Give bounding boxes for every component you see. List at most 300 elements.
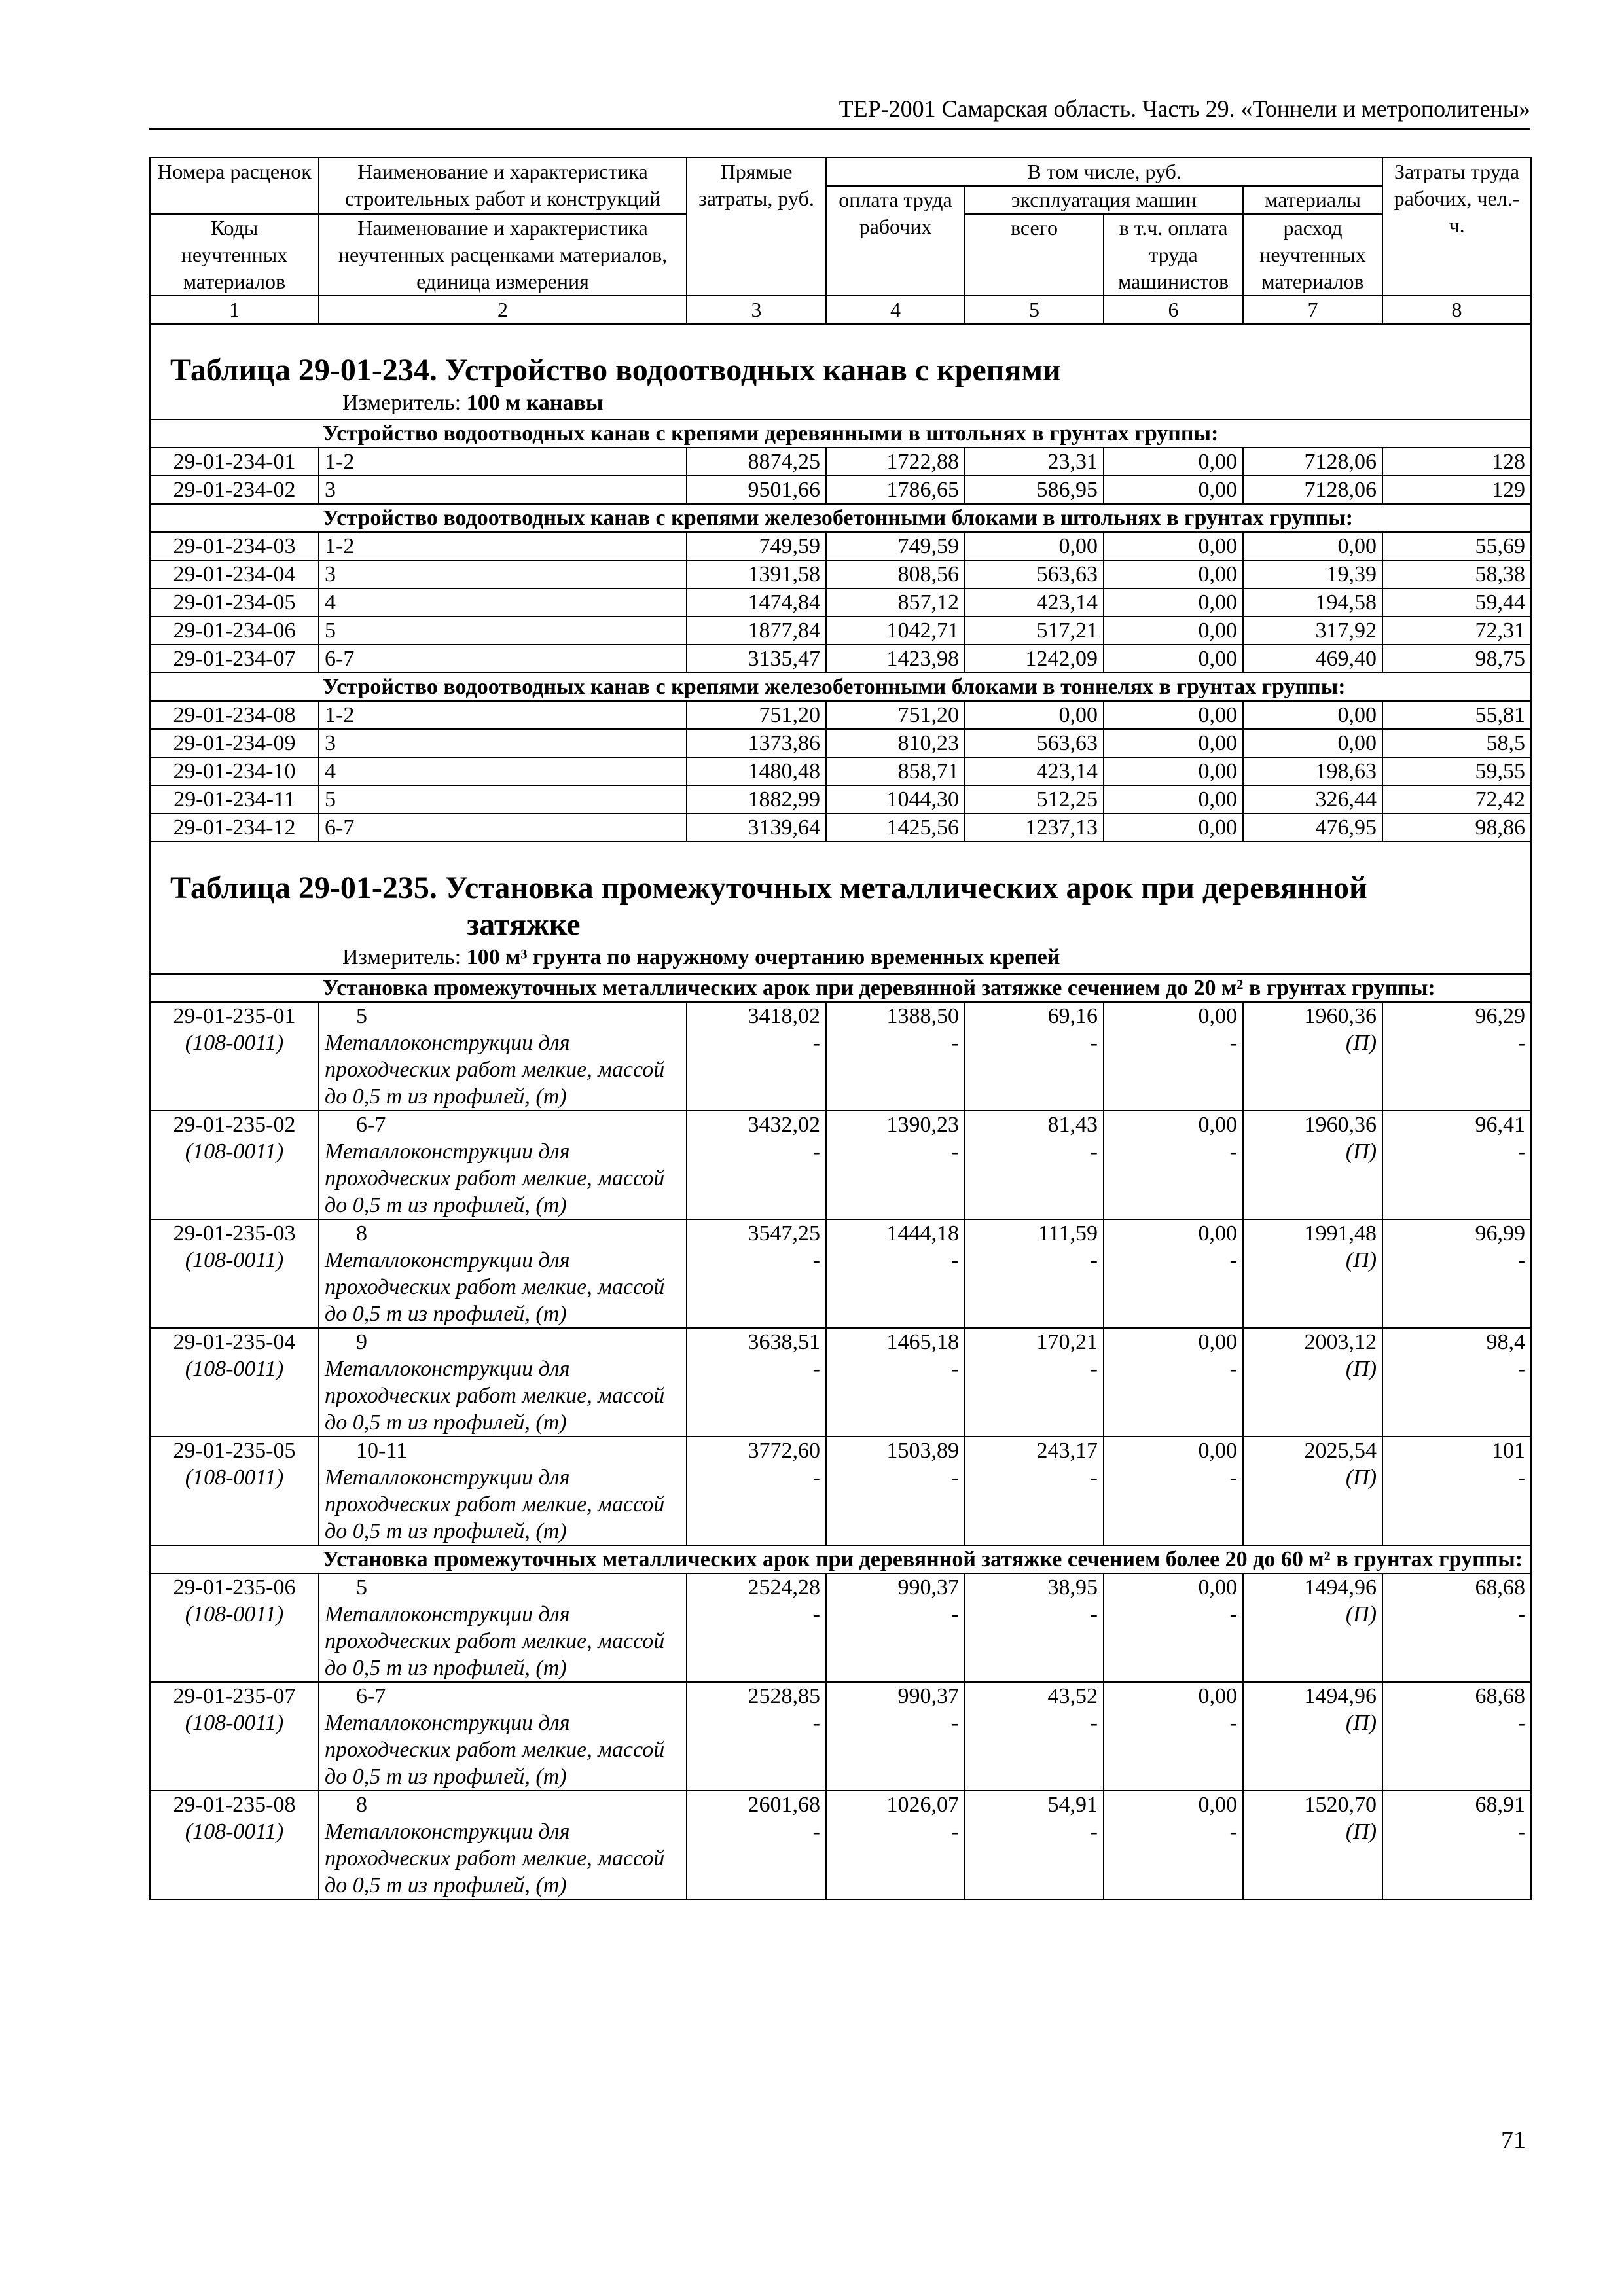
soil-group: 6-7 — [319, 814, 687, 842]
value-cell: 0,00 — [1104, 588, 1243, 617]
material-name: Металлоконструкции для проходческих работ мелкие, массой до 0,5 т из профилей, (т) — [325, 1139, 665, 1217]
rate-code-cell — [150, 1573, 319, 1682]
value-cell: 59,44 — [1382, 588, 1531, 617]
material-code: (108-0011) — [185, 1602, 284, 1626]
rate-code: 29-01-234-01 — [150, 448, 319, 476]
rate-code: 29-01-234-04 — [150, 560, 319, 588]
value: 3547,25 — [748, 1221, 820, 1246]
dash-mark: - — [812, 1248, 820, 1272]
value: 1503,89 — [886, 1439, 959, 1463]
value-cell: 59,55 — [1382, 757, 1531, 785]
material-name: Металлоконструкции для проходческих работ мелкие, массой до 0,5 т из профилей, (т) — [325, 1357, 665, 1435]
soil-group: 5 — [356, 1575, 367, 1600]
value: 0,00 — [1198, 1793, 1237, 1817]
value: 2025,54 — [1304, 1439, 1377, 1463]
material-rate-mark: (П) — [1345, 1711, 1377, 1735]
value-cell — [1243, 1437, 1382, 1545]
col-worker-wages-header: оплата труда рабочих — [826, 186, 965, 296]
table-row — [150, 785, 1531, 814]
value-cell: 1237,13 — [965, 814, 1104, 842]
material-name: Металлоконструкции для проходческих работ мелкие, массой до 0,5 т из профилей, (т) — [325, 1248, 665, 1326]
value-cell — [1382, 1002, 1531, 1111]
dash-mark: - — [1090, 1711, 1098, 1735]
value-cell: 476,95 — [1243, 814, 1382, 842]
value-cell: 55,81 — [1382, 701, 1531, 729]
value-cell — [1382, 1219, 1531, 1328]
dash-mark: - — [951, 1465, 959, 1490]
value-cell: 1044,30 — [826, 785, 965, 814]
dash-mark: - — [1229, 1602, 1237, 1626]
value-cell: 0,00 — [1104, 617, 1243, 645]
table-235-title-cell — [150, 842, 1531, 974]
dash-mark: - — [951, 1357, 959, 1381]
value-cell: 857,12 — [826, 588, 965, 617]
value: 68,91 — [1475, 1793, 1526, 1817]
group-header: Устройство водоотводных канав с крепями деревянными в штольнях в грунтах группы: — [319, 420, 1531, 448]
table-row — [150, 1219, 1531, 1328]
material-code: (108-0011) — [185, 1139, 284, 1164]
value-cell: 858,71 — [826, 757, 965, 785]
value-cell — [965, 1682, 1104, 1791]
group-header-row — [150, 420, 1531, 448]
value-cell: 512,25 — [965, 785, 1104, 814]
material-rate-mark: (П) — [1345, 1602, 1377, 1626]
soil-group: 8 — [356, 1221, 367, 1246]
dash-mark: - — [812, 1139, 820, 1164]
value-cell — [1104, 1682, 1243, 1791]
value-cell: 72,42 — [1382, 785, 1531, 814]
soil-group: 5 — [356, 1004, 367, 1028]
value-cell: 751,20 — [687, 701, 826, 729]
value-cell — [1104, 1328, 1243, 1437]
value: 0,00 — [1198, 1575, 1237, 1600]
material-rate-mark: (П) — [1345, 1139, 1377, 1164]
rate-code-cell — [150, 1682, 319, 1791]
dash-mark: - — [1090, 1139, 1098, 1164]
value: 54,91 — [1047, 1793, 1098, 1817]
work-cell — [319, 1002, 687, 1111]
rate-code: 29-01-234-03 — [150, 532, 319, 560]
value-cell: 317,92 — [1243, 617, 1382, 645]
material-rate-mark: (П) — [1345, 1031, 1377, 1055]
value: 1960,36 — [1304, 1004, 1377, 1028]
value: 96,99 — [1475, 1221, 1526, 1246]
work-cell — [319, 1437, 687, 1545]
value: 1991,48 — [1304, 1221, 1377, 1246]
soil-group: 6-7 — [356, 1113, 386, 1137]
value-cell — [826, 1573, 965, 1682]
group-header-spacer — [150, 673, 319, 701]
value: 3432,02 — [748, 1113, 820, 1137]
work-cell — [319, 1573, 687, 1682]
table-row — [150, 617, 1531, 645]
col-material-names-header: Наименование и характеристика неучтенных расценками материалов, единица измерения — [319, 214, 687, 296]
value: 3638,51 — [748, 1330, 820, 1354]
group-header-row — [150, 673, 1531, 701]
value: 96,29 — [1475, 1004, 1526, 1028]
rate-code: 29-01-235-03 — [173, 1221, 296, 1246]
dash-mark: - — [1517, 1820, 1526, 1844]
dash-mark: - — [1229, 1357, 1237, 1381]
material-rate-mark: (П) — [1345, 1820, 1377, 1844]
value: 1520,70 — [1304, 1793, 1377, 1817]
value: 0,00 — [1198, 1439, 1237, 1463]
table-row — [150, 1111, 1531, 1219]
dash-mark: - — [1090, 1820, 1098, 1844]
value-cell: 469,40 — [1243, 645, 1382, 673]
soil-group: 6-7 — [319, 645, 687, 673]
value: 0,00 — [1198, 1684, 1237, 1708]
dash-mark: - — [1229, 1248, 1237, 1272]
value: 69,16 — [1047, 1004, 1098, 1028]
soil-group: 1-2 — [319, 532, 687, 560]
table-row — [150, 532, 1531, 560]
dash-mark: - — [1229, 1711, 1237, 1735]
material-code: (108-0011) — [185, 1248, 284, 1272]
column-numbers-row — [150, 296, 1531, 324]
soil-group: 3 — [319, 560, 687, 588]
value-cell — [826, 1002, 965, 1111]
dash-mark: - — [1090, 1602, 1098, 1626]
value-cell: 0,00 — [1243, 701, 1382, 729]
dash-mark: - — [1517, 1357, 1526, 1381]
value: 3418,02 — [748, 1004, 820, 1028]
value-cell: 1480,48 — [687, 757, 826, 785]
table-row — [150, 1002, 1531, 1111]
value-cell — [826, 1682, 965, 1791]
col-number: 5 — [965, 296, 1104, 324]
table-row — [150, 1791, 1531, 1899]
material-rate-mark: (П) — [1345, 1357, 1377, 1381]
work-cell — [319, 1791, 687, 1899]
col-materials-header: материалы — [1243, 186, 1382, 214]
table-234-title — [156, 325, 1525, 389]
value: 98,4 — [1486, 1330, 1526, 1354]
value-cell — [1382, 1111, 1531, 1219]
value-cell: 810,23 — [826, 729, 965, 757]
value-cell — [965, 1437, 1104, 1545]
material-name: Металлоконструкции для проходческих работ мелкие, массой до 0,5 т из профилей, (т) — [325, 1711, 665, 1789]
table-234-title-cell — [150, 324, 1531, 420]
value-cell: 0,00 — [1243, 729, 1382, 757]
table-row — [150, 560, 1531, 588]
value-cell — [1104, 1111, 1243, 1219]
group-header-spacer — [150, 1545, 319, 1573]
value-cell — [1243, 1219, 1382, 1328]
value: 990,37 — [897, 1575, 959, 1600]
col-number: 6 — [1104, 296, 1243, 324]
value: 111,59 — [1038, 1221, 1098, 1246]
table-title-line: Таблица 29-01-235. Установка промежуточных металлических арок при деревянной — [170, 870, 1367, 905]
material-code: (108-0011) — [185, 1465, 284, 1490]
dash-mark: - — [1517, 1139, 1526, 1164]
dash-mark: - — [812, 1711, 820, 1735]
value-cell — [965, 1328, 1104, 1437]
table-235-title-row — [150, 842, 1531, 974]
dash-mark: - — [812, 1357, 820, 1381]
value-cell — [965, 1573, 1104, 1682]
table-235-title-continued: затяжке — [467, 907, 581, 942]
col-machines-total-header: всего — [965, 214, 1104, 296]
material-rate-mark: (П) — [1345, 1248, 1377, 1272]
rate-code: 29-01-234-05 — [150, 588, 319, 617]
value-cell — [687, 1573, 826, 1682]
value-cell — [687, 1111, 826, 1219]
dash-mark: - — [1517, 1465, 1526, 1490]
value-cell: 128 — [1382, 448, 1531, 476]
value-cell: 749,59 — [826, 532, 965, 560]
rate-code: 29-01-234-10 — [150, 757, 319, 785]
value: 0,00 — [1198, 1113, 1237, 1137]
table-row — [150, 645, 1531, 673]
dash-mark: - — [1229, 1139, 1237, 1164]
table-234-title-row — [150, 324, 1531, 420]
rate-code: 29-01-234-02 — [150, 476, 319, 504]
value-cell: 1882,99 — [687, 785, 826, 814]
dash-mark: - — [1090, 1357, 1098, 1381]
soil-group: 4 — [319, 757, 687, 785]
rate-code: 29-01-234-07 — [150, 645, 319, 673]
value-cell — [1382, 1437, 1531, 1545]
value: 2524,28 — [748, 1575, 820, 1600]
soil-group: 1-2 — [319, 448, 687, 476]
dash-mark: - — [1517, 1248, 1526, 1272]
value-cell: 326,44 — [1243, 785, 1382, 814]
col-machines-header: эксплуатация машин — [965, 186, 1243, 214]
group-header-row — [150, 1545, 1531, 1573]
value-cell: 98,75 — [1382, 645, 1531, 673]
soil-group: 8 — [356, 1793, 367, 1817]
value-cell: 1722,88 — [826, 448, 965, 476]
value-cell: 1373,86 — [687, 729, 826, 757]
soil-group: 4 — [319, 588, 687, 617]
value-cell — [1104, 1791, 1243, 1899]
measure-value: 100 м³ грунта по наружному очертанию временных крепей — [466, 945, 1060, 969]
value-cell: 808,56 — [826, 560, 965, 588]
value: 1388,50 — [886, 1004, 959, 1028]
value-cell — [965, 1111, 1104, 1219]
table-row — [150, 1573, 1531, 1682]
value-cell — [687, 1437, 826, 1545]
value-cell: 586,95 — [965, 476, 1104, 504]
value-cell — [965, 1791, 1104, 1899]
work-cell — [319, 1328, 687, 1437]
value-cell: 563,63 — [965, 729, 1104, 757]
value: 990,37 — [897, 1684, 959, 1708]
col-number: 2 — [319, 296, 687, 324]
dash-mark: - — [812, 1602, 820, 1626]
value-cell — [1104, 1437, 1243, 1545]
work-cell — [319, 1682, 687, 1791]
value-cell: 58,5 — [1382, 729, 1531, 757]
value-cell — [1243, 1791, 1382, 1899]
soil-group: 5 — [319, 785, 687, 814]
value-cell: 0,00 — [965, 532, 1104, 560]
material-code: (108-0011) — [185, 1820, 284, 1844]
dash-mark: - — [1517, 1031, 1526, 1055]
value-cell: 0,00 — [965, 701, 1104, 729]
value-cell — [1382, 1791, 1531, 1899]
value-cell — [965, 1002, 1104, 1111]
group-header: Установка промежуточных металлических арок при деревянной затяжке сечением до 20 м² в грунтах группы: — [319, 974, 1531, 1002]
value-cell — [687, 1219, 826, 1328]
value-cell — [826, 1791, 965, 1899]
material-name: Металлоконструкции для проходческих работ мелкие, массой до 0,5 т из профилей, (т) — [325, 1031, 665, 1109]
value-cell — [687, 1682, 826, 1791]
material-code: (108-0011) — [185, 1031, 284, 1055]
dash-mark: - — [1517, 1602, 1526, 1626]
dash-mark: - — [951, 1031, 959, 1055]
rate-code-cell — [150, 1219, 319, 1328]
value-cell: 8874,25 — [687, 448, 826, 476]
table-row — [150, 1682, 1531, 1791]
material-name: Металлоконструкции для проходческих работ мелкие, массой до 0,5 т из профилей, (т) — [325, 1465, 665, 1543]
rate-code-cell — [150, 1111, 319, 1219]
value: 96,41 — [1475, 1113, 1526, 1137]
col-rate-number-header: Номера расценок — [150, 158, 319, 214]
value-cell: 55,69 — [1382, 532, 1531, 560]
rate-code-cell — [150, 1791, 319, 1899]
value-cell: 0,00 — [1104, 701, 1243, 729]
table-235-measure — [156, 943, 1525, 973]
value-cell — [965, 1219, 1104, 1328]
dash-mark: - — [951, 1820, 959, 1844]
value-cell: 1242,09 — [965, 645, 1104, 673]
value-cell: 0,00 — [1243, 532, 1382, 560]
value-cell: 194,58 — [1243, 588, 1382, 617]
group-header-row — [150, 974, 1531, 1002]
value-cell: 0,00 — [1104, 729, 1243, 757]
value-cell: 1877,84 — [687, 617, 826, 645]
rate-code-cell — [150, 1437, 319, 1545]
value-cell — [1243, 1573, 1382, 1682]
value: 1444,18 — [886, 1221, 959, 1246]
measure-label: Измеритель: — [342, 945, 461, 969]
dash-mark: - — [951, 1602, 959, 1626]
soil-group: 9 — [356, 1330, 367, 1354]
dash-mark: - — [812, 1820, 820, 1844]
value-cell — [1104, 1219, 1243, 1328]
value: 2528,85 — [748, 1684, 820, 1708]
value-cell — [1382, 1682, 1531, 1791]
dash-mark: - — [1090, 1248, 1098, 1272]
value-cell — [1243, 1002, 1382, 1111]
value-cell: 563,63 — [965, 560, 1104, 588]
value-cell: 0,00 — [1104, 532, 1243, 560]
rate-code-cell — [150, 1002, 319, 1111]
col-material-usage-header: расход неучтенных материалов — [1243, 214, 1382, 296]
value: 2003,12 — [1304, 1330, 1377, 1354]
work-cell — [319, 1219, 687, 1328]
value: 1494,96 — [1304, 1684, 1377, 1708]
col-number: 7 — [1243, 296, 1382, 324]
soil-group: 10-11 — [356, 1439, 408, 1463]
value-cell: 1391,58 — [687, 560, 826, 588]
header-row-1 — [150, 158, 1531, 186]
value-cell — [1243, 1682, 1382, 1791]
value-cell — [1104, 1573, 1243, 1682]
col-number: 1 — [150, 296, 319, 324]
value: 2601,68 — [748, 1793, 820, 1817]
col-labor-hours-header: Затраты труда рабочих, чел.-ч. — [1382, 158, 1531, 296]
value-cell: 1423,98 — [826, 645, 965, 673]
value: 81,43 — [1047, 1113, 1098, 1137]
value-cell: 423,14 — [965, 757, 1104, 785]
value-cell: 58,38 — [1382, 560, 1531, 588]
col-direct-costs-header: Прямые затраты, руб. — [687, 158, 826, 296]
dash-mark: - — [951, 1248, 959, 1272]
col-number: 4 — [826, 296, 965, 324]
rate-code: 29-01-234-11 — [150, 785, 319, 814]
col-number: 8 — [1382, 296, 1531, 324]
group-header-row — [150, 504, 1531, 532]
rate-code: 29-01-234-09 — [150, 729, 319, 757]
value-cell: 749,59 — [687, 532, 826, 560]
col-machinist-wages-header: в т.ч. оплата труда машинистов — [1104, 214, 1243, 296]
col-number: 3 — [687, 296, 826, 324]
value-cell — [826, 1437, 965, 1545]
table-row — [150, 701, 1531, 729]
rate-code: 29-01-235-07 — [173, 1684, 296, 1708]
rate-code: 29-01-234-08 — [150, 701, 319, 729]
value-cell: 1425,56 — [826, 814, 965, 842]
soil-group: 5 — [319, 617, 687, 645]
rate-code: 29-01-235-01 — [173, 1004, 296, 1028]
value: 1960,36 — [1304, 1113, 1377, 1137]
col-including-header: В том числе, руб. — [826, 158, 1382, 186]
dash-mark: - — [951, 1711, 959, 1735]
group-header: Устройство водоотводных канав с крепями железобетонными блоками в тоннелях в грунтах группы: — [319, 673, 1531, 701]
material-code: (108-0011) — [185, 1357, 284, 1381]
material-rate-mark: (П) — [1345, 1465, 1377, 1490]
table-row — [150, 729, 1531, 757]
table-row — [150, 588, 1531, 617]
value: 0,00 — [1198, 1221, 1237, 1246]
dash-mark: - — [1229, 1031, 1237, 1055]
dash-mark: - — [1229, 1820, 1237, 1844]
value-cell: 0,00 — [1104, 814, 1243, 842]
value-cell: 7128,06 — [1243, 448, 1382, 476]
value: 68,68 — [1475, 1575, 1526, 1600]
rate-code: 29-01-235-08 — [173, 1793, 296, 1817]
measure-label: Измеритель: — [342, 391, 461, 415]
value: 1026,07 — [886, 1793, 959, 1817]
rate-code: 29-01-235-02 — [173, 1113, 296, 1137]
table-row — [150, 757, 1531, 785]
group-header-spacer — [150, 420, 319, 448]
value-cell — [1382, 1328, 1531, 1437]
value-cell — [1382, 1573, 1531, 1682]
rate-code: 29-01-234-12 — [150, 814, 319, 842]
value-cell: 7128,06 — [1243, 476, 1382, 504]
rate-code: 29-01-235-04 — [173, 1330, 296, 1354]
table-title-line: Таблица 29-01-234. Устройство водоотводных канав с крепями — [170, 353, 1061, 387]
dash-mark: - — [951, 1139, 959, 1164]
material-name: Металлоконструкции для проходческих работ мелкие, массой до 0,5 т из профилей, (т) — [325, 1820, 665, 1897]
value: 3772,60 — [748, 1439, 820, 1463]
value: 38,95 — [1047, 1575, 1098, 1600]
dash-mark: - — [1229, 1465, 1237, 1490]
table-row — [150, 1437, 1531, 1545]
value: 243,17 — [1036, 1439, 1098, 1463]
value-cell: 0,00 — [1104, 448, 1243, 476]
value: 1465,18 — [886, 1330, 959, 1354]
rate-code: 29-01-235-06 — [173, 1575, 296, 1600]
value-cell: 3139,64 — [687, 814, 826, 842]
value-cell: 0,00 — [1104, 757, 1243, 785]
value-cell: 98,86 — [1382, 814, 1531, 842]
value-cell: 1786,65 — [826, 476, 965, 504]
